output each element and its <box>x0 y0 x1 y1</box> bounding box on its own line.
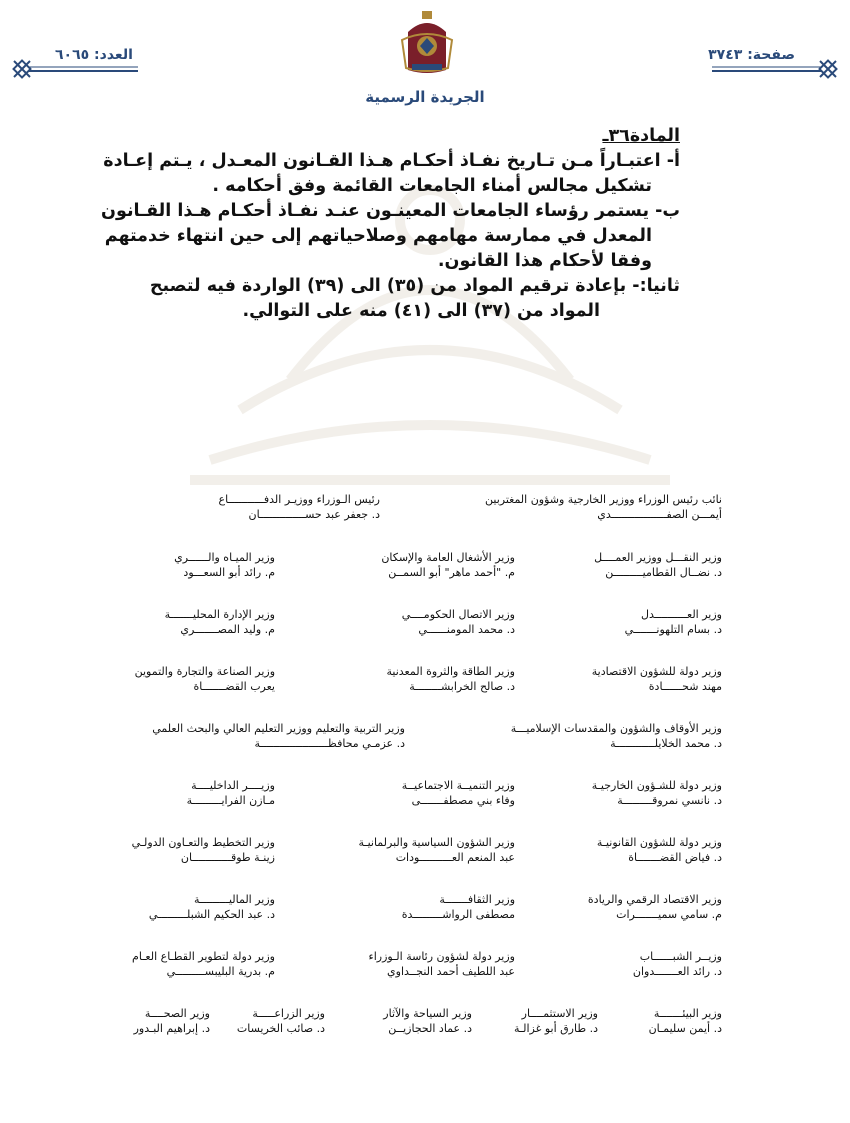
signature-block <box>649 1006 722 1036</box>
minister-name: د. صالح الخرابشــــــــة <box>409 680 515 693</box>
article-line: المعدل في ممارسة مهامهم وصلاحياتهم إلى حين انتهاء خدمتهم <box>104 226 652 246</box>
minister-name: د. إبراهيم البـدور <box>133 1022 210 1035</box>
signature-block <box>594 550 722 580</box>
minister-name: د. بسام التلهونـــــــي <box>624 623 722 636</box>
article-title: المادة٣٦ـ <box>602 126 680 146</box>
minister-name: يعرب القضـــــــاة <box>193 680 275 693</box>
minister-title: وزيــــر الداخليــــة <box>191 779 275 792</box>
minister-title: وزير السياحة والآثار <box>383 1007 472 1020</box>
signature-block <box>402 892 515 922</box>
signature-row <box>0 892 850 932</box>
minister-name: م. بدرية البليبســـــــــي <box>166 965 275 978</box>
minister-name: م. "أحمد ماهر" أبو السمــن <box>388 566 515 579</box>
page-number: صفحة: ٣٧٤٣ <box>708 47 795 63</box>
minister-name: د. جعفر عبد حســــــــــــــان <box>248 508 380 521</box>
minister-title: رئيس الـوزراء ووزيـر الدفـــــــــــاع <box>218 493 380 506</box>
minister-name: م. سامي سميـــــــرات <box>616 908 722 921</box>
minister-title: وزير العــــــــــدل <box>641 608 722 621</box>
signature-block <box>132 949 275 979</box>
minister-name: وفاء بني مصطفـــــــى <box>411 794 515 807</box>
signature-row <box>0 664 850 704</box>
signature-block <box>625 607 722 637</box>
signature-row <box>0 550 850 590</box>
minister-title: وزير الاقتصاد الرقمي والريادة <box>587 893 722 906</box>
signature-block <box>165 607 275 637</box>
article-line: ب- يستمر رؤساء الجامعات المعينـون عنـد نفـاذ أحكـام هـذا القـانون <box>101 201 680 221</box>
minister-title: وزير الإدارة المحليـــــــة <box>164 608 275 621</box>
minister-title: وزير الميـاه والــــــري <box>174 551 275 564</box>
minister-name: د. نانسي نمروقـــــــــة <box>617 794 722 807</box>
signature-block <box>149 892 275 922</box>
minister-name: عبد اللطيف أحمد النجــداوي <box>387 965 515 978</box>
signature-block <box>402 778 515 808</box>
article-text <box>70 124 680 324</box>
minister-title: وزير التنميــة الاجتماعيــة <box>401 779 515 792</box>
minister-name: د. رائد العـــــــدوان <box>632 965 722 978</box>
minister-title: وزير الاتصال الحكومــــي <box>401 608 515 621</box>
signature-block <box>633 949 722 979</box>
signature-block <box>187 778 275 808</box>
minister-title: وزير الشؤون السياسية والبرلمانيـة <box>358 836 515 849</box>
minister-title: وزير البيئـــــــة <box>653 1007 722 1020</box>
minister-name: د. أيمن سليمـان <box>648 1022 722 1035</box>
minister-title: وزير الطاقة والثروة المعدنية <box>386 665 515 678</box>
article-line: ثانيا:- بإعادة ترقيم المواد من (٣٥) الى (٣٩) الواردة فيه لتصبح <box>149 276 680 296</box>
minister-title: وزير دولة للشؤون القانونيـة <box>596 836 722 849</box>
minister-title: وزير الاستثمــــار <box>521 1007 598 1020</box>
signature-row <box>0 721 850 761</box>
minister-title: وزير النقـــل ووزير العمــــل <box>594 551 722 564</box>
signature-row <box>0 835 850 875</box>
minister-name: م. رائد أبو السعـــود <box>183 566 275 579</box>
minister-name: مهند شحــــــادة <box>648 680 722 693</box>
minister-title: وزير الثقافـــــــة <box>439 893 515 906</box>
signature-block <box>588 892 722 922</box>
signature-block <box>219 492 380 522</box>
minister-name: م. وليد المصـــــــري <box>180 623 275 636</box>
signature-block <box>592 778 722 808</box>
minister-name: د. عبد الحكيم الشبلـــــــــي <box>148 908 275 921</box>
minister-name: أيمـــن الصفـــــــــــــــــدي <box>597 508 722 521</box>
minister-title: وزير دولة للشـؤون الخارجيـة <box>591 779 722 792</box>
coat-of-arms-emblem <box>398 10 456 76</box>
minister-title: وزير الأوقاف والشؤون والمقدسات الإسلاميـــة <box>510 722 722 735</box>
signature-block <box>132 835 275 865</box>
minister-name: د. طارق أبو غزالـة <box>514 1022 598 1035</box>
signature-row <box>0 778 850 818</box>
article-line: أ- اعتبـاراً مـن تـاريخ نفـاذ أحكـام هـذا القـانون المعـدل ، يـتم إعـادة <box>103 151 680 171</box>
minister-name: مصطفى الرواشـــــــــدة <box>401 908 515 921</box>
signature-block <box>134 1006 210 1036</box>
minister-title: وزيــر الشبــــــاب <box>639 950 722 963</box>
minister-name: د. محمد الخلايلــــــــــــة <box>610 737 722 750</box>
signature-row <box>0 492 850 532</box>
minister-title: وزير التخطيط والتعـاون الدولـي <box>131 836 275 849</box>
article-line: المواد من (٣٧) الى (٤١) منه على التوالي. <box>242 301 600 321</box>
minister-title: وزير الصناعة والتجارة والتموين <box>134 665 275 678</box>
signature-row <box>0 607 850 647</box>
minister-name: عبد المنعم العــــــــــودات <box>395 851 515 864</box>
minister-title: وزير الصحــــة <box>144 1007 210 1020</box>
minister-name: د. فياض القضـــــــاة <box>628 851 722 864</box>
signature-block <box>174 550 275 580</box>
minister-title: وزير دولة للشؤون الاقتصادية <box>591 665 722 678</box>
minister-name: د. عماد الحجازيــن <box>388 1022 472 1035</box>
signature-block <box>402 607 515 637</box>
minister-title: وزير دولة لتطوير القطـاع العـام <box>132 950 275 963</box>
gazette-title: الجريدة الرسمية <box>365 88 485 106</box>
minister-name: د. صائب الخريسات <box>236 1022 325 1035</box>
minister-name: د. عزمـي محافظـــــــــــــــــــــة <box>254 737 405 750</box>
minister-title: وزير التربية والتعليم ووزير التعليم العالي والبحث العلمي <box>152 722 405 735</box>
signature-block <box>383 1006 472 1036</box>
signature-block <box>514 1006 598 1036</box>
signature-block <box>135 664 275 694</box>
article-line: وفقا لأحكام هذا القانون. <box>437 251 652 271</box>
minister-title: وزير الماليـــــــــة <box>194 893 275 906</box>
signature-block <box>381 550 515 580</box>
signature-block <box>387 664 516 694</box>
minister-name: مـازن الفرايـــــــــة <box>186 794 275 807</box>
minister-name: د. محمد المومنــــــي <box>418 623 515 636</box>
signature-block <box>592 664 722 694</box>
issue-number: العدد: ٦٠٦٥ <box>55 47 133 63</box>
signature-block <box>369 949 515 979</box>
minister-title: نائب رئيس الوزراء ووزير الخارجية وشؤون المغتربين <box>485 493 722 506</box>
signature-block <box>152 721 405 751</box>
signature-row <box>0 949 850 989</box>
signature-block <box>237 1006 325 1036</box>
signature-row <box>0 1006 850 1046</box>
minister-title: وزير دولة لشؤون رئاسة الـوزراء <box>368 950 515 963</box>
article-line: تشكيل مجالس أمناء الجامعات القائمة وفق أحكامه . <box>212 176 652 196</box>
minister-name: د. نضــال القطاميـــــــــن <box>605 566 722 579</box>
signature-block <box>485 492 722 522</box>
minister-name: زينـة طوقــــــــــــان <box>180 851 275 864</box>
minister-title: وزير الزراعـــــة <box>252 1007 325 1020</box>
signature-block <box>597 835 722 865</box>
signature-block <box>511 721 722 751</box>
minister-title: وزير الأشغال العامة والإسكان <box>381 551 515 564</box>
signature-block <box>358 835 515 865</box>
